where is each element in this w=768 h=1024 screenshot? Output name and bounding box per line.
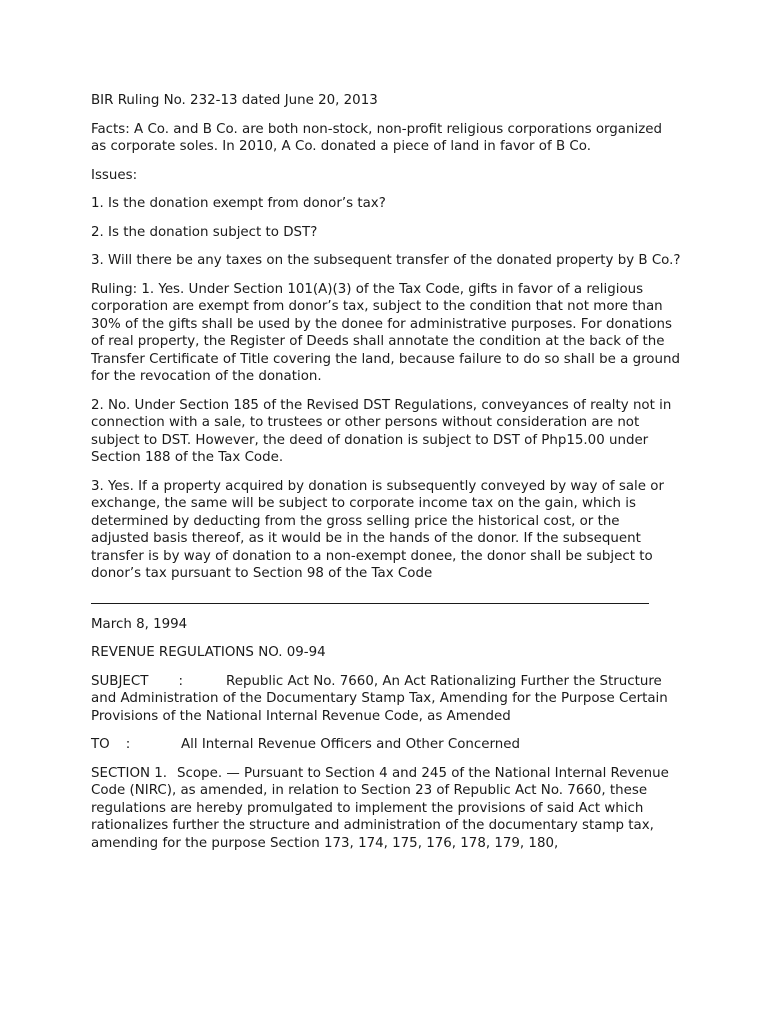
subject-text: Republic Act No. 7660, An Act Rationalizing Further the Structure and Administration of the Documentary Stamp Tax, Amending for the Purpose Certain Provisions of the National Internal Revenue Code, as Amended [91, 673, 668, 724]
subject-paragraph [91, 673, 681, 726]
ruling-paragraph: 3. Yes. If a property acquired by donation is subsequently conveyed by way of sale or exchange, the same will be subject to corporate income tax on the gain, which is determined by deducting from the gross selling price the historical cost, or the adjusted basis thereof, as it would be in the hands of the donor. If the subsequent transfer is by way of donation to a non-exempt donee, the donor shall be subject to donor’s tax pursuant to Section 98 of the Tax Code [91, 478, 664, 581]
issue-item: 3. Will there be any taxes on the subsequent transfer of the donated property by B Co.? [91, 253, 681, 268]
issue-item: 2. Is the donation subject to DST? [91, 224, 318, 240]
ruling-title: BIR Ruling No. 232-13 dated June 20, 2013 [91, 93, 378, 108]
section1-text: Scope. — Pursuant to Section 4 and 245 of the National Internal Revenue Code (NIRC), as amended, in relation to Section 23 of Republic Act No. 7660, these regulations are hereby promulgated to implement the provisions of said Act which rationalizes further the structure and administration of the documentary stamp tax, amending for the purpose Section 173, 174, 175, 176, 178, 179, 180, [91, 765, 669, 851]
subject-label-group [91, 673, 226, 691]
to-colon: : [125, 737, 131, 752]
section1-label: SECTION 1. [91, 765, 168, 781]
document-body [91, 92, 681, 863]
to-paragraph [91, 736, 681, 754]
to-label: TO [91, 737, 110, 752]
subject-label: SUBJECT [91, 673, 149, 689]
issue-item: 1. Is the donation exempt from donor’s tax? [91, 196, 386, 211]
subject-colon: : [178, 673, 183, 689]
ruling-paragraph: 2. No. Under Section 185 of the Revised DST Regulations, conveyances of realty not in connection with a sale, to trustees or other persons without consideration are not subject to DST. However, the deed of donation is subject to DST of Php15.00 under Section 188 of the Tax Code. [91, 397, 672, 465]
section-divider [91, 603, 649, 604]
facts-paragraph: Facts: A Co. and B Co. are both non-stock, non-profit religious corporations organized as corporate soles. In 2010, A Co. donated a piece of land in favor of B Co. [91, 121, 662, 154]
to-label-group [91, 736, 181, 754]
regulation-title: REVENUE REGULATIONS NO. 09-94 [91, 645, 326, 660]
regulation-date: March 8, 1994 [91, 616, 188, 632]
to-text: All Internal Revenue Officers and Other Concerned [181, 737, 520, 752]
ruling-paragraph: Ruling: 1. Yes. Under Section 101(A)(3) of the Tax Code, gifts in favor of a religious corporation are exempt from donor’s tax, subject to the condition that not more than 30% of the gifts shall be used by the donee for administrative purposes. For donations of real property, the Register of Deeds shall annotate the condition at the back of the Transfer Certificate of Title covering the land, because failure to do so shall be a ground for the revocation of the donation. [91, 281, 680, 384]
issues-heading: Issues: [91, 167, 138, 183]
section1-paragraph [91, 765, 681, 853]
